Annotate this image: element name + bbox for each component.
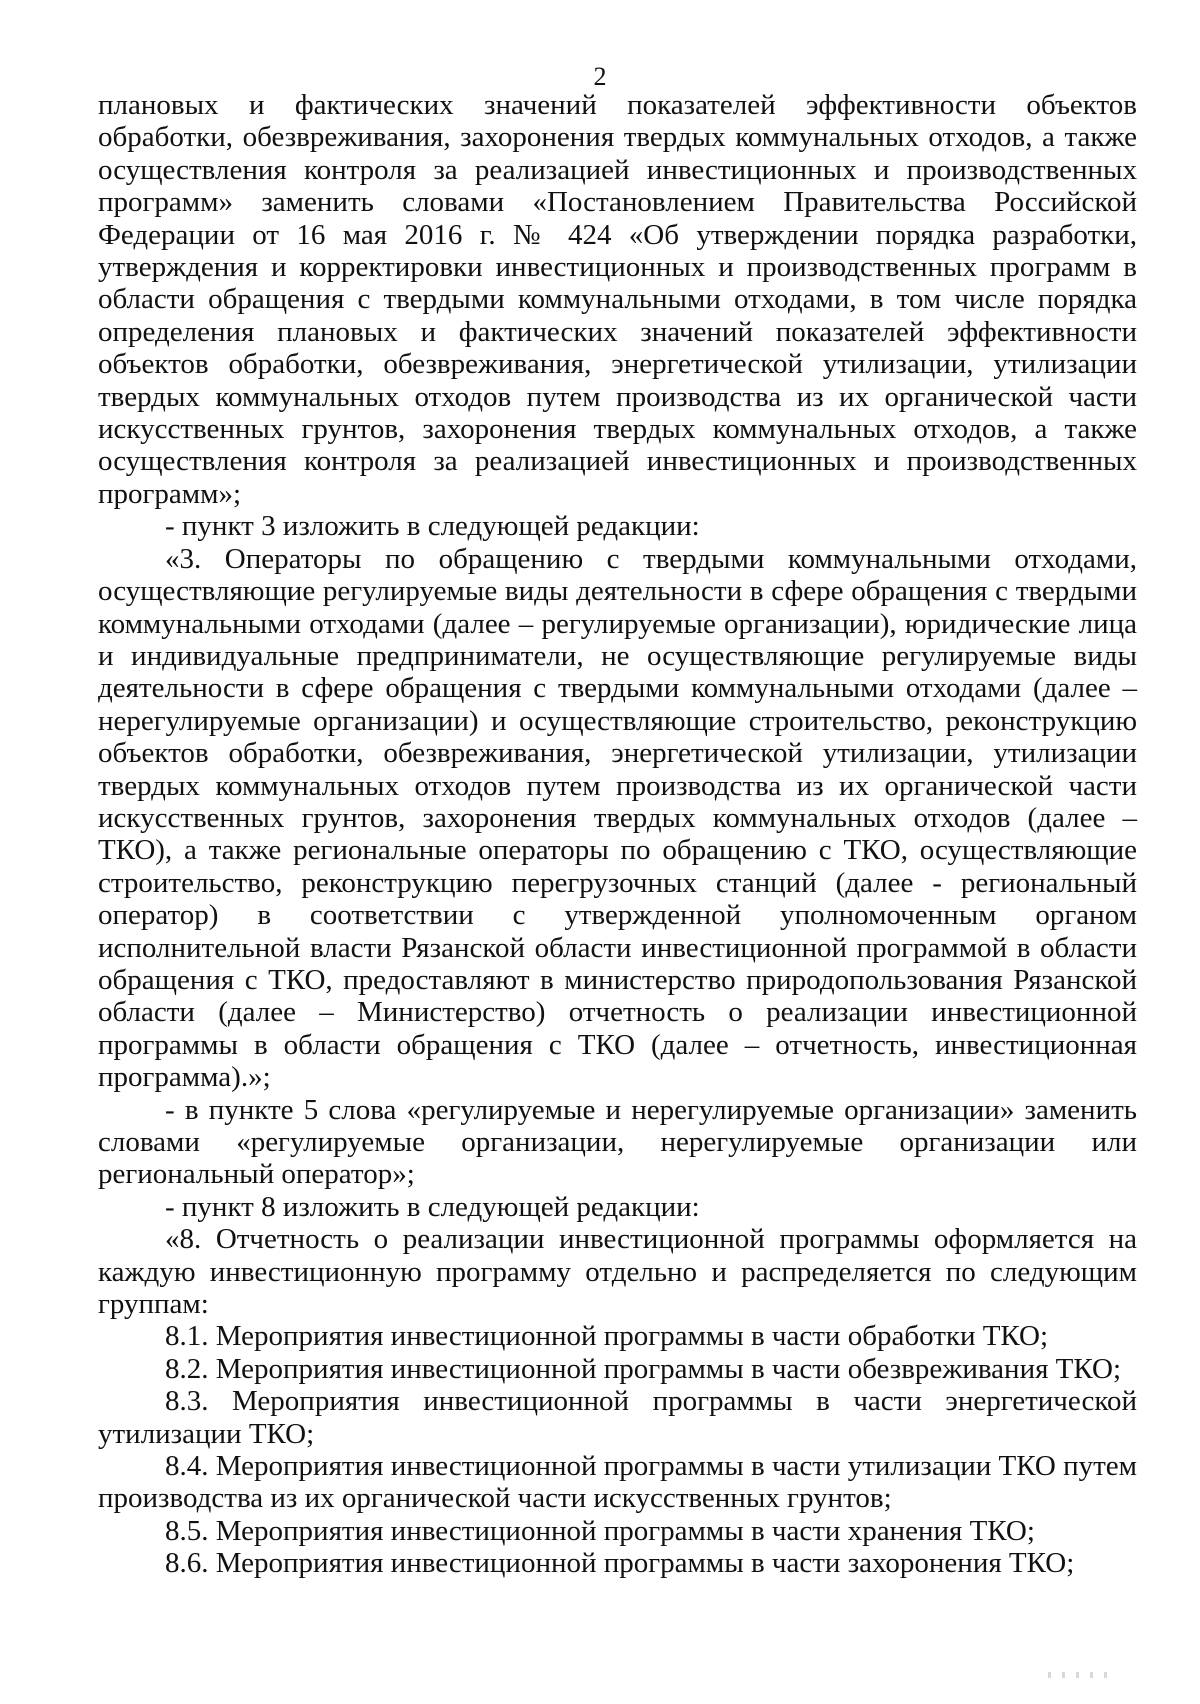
paragraph-item-3-instruction: - пункт 3 изложить в следующей редакции:	[165, 510, 700, 543]
list-item-8-2: 8.2. Мероприятия инвестиционной программы в части обезвреживания ТКО;	[165, 1352, 1122, 1385]
paragraph-item-3-text: «3. Операторы по обращению с твердыми коммунальными отходами, осуществляющие регулируемые виды деятельности в сфере обращения с твердыми коммунальными отходами (далее – регулируемые организации), юридические лица и индивидуальные предприниматели, не осуществляющие регулируемые виды деятельности в сфере обращения с твердыми коммунальными отходами (далее – нерегулируемые организации) и осуществляющие строительство, реконструкцию объектов обработки, обезвреживания, энергетической утилизации, утилизации твердых коммунальных отходов путем производства из их органической части искусственных грунтов, захоронения твердых коммунальных отходов (далее – ТКО), а также региональные операторы по обращению с ТКО, осуществляющие строительство, реконструкцию перегрузочных станций (далее - региональный оператор) в соответствии с утвержденной уполномоченным органом исполнительной власти Рязанской области инвестиционной программой в области обращения с ТКО, предоставляют в министерство природопользования Рязанской области (далее – Министерство) отчетность о реализации инвестиционной программы в области обращения с ТКО (далее – отчетность, инвестиционная программа).»;	[98, 542, 1137, 1094]
list-item-8-5: 8.5. Мероприятия инвестиционной программы в части хранения ТКО;	[165, 1514, 1035, 1547]
paragraph-item-8-text: «8. Отчетность о реализации инвестиционной программы оформляется на каждую инвестиционную программу отдельно и распределяется по следующим группам:	[98, 1223, 1137, 1321]
paragraph-item-8-instruction: - пункт 8 изложить в следующей редакции:	[165, 1190, 700, 1223]
paragraph-continuation: плановых и фактических значений показателей эффективности объектов обработки, обезвреживания, захоронения твердых коммунальных отходов, а также осуществления контроля за реализацией инвестиционных и производственных программ» заменить словами «Постановлением Правительства Российской Федерации от 16 мая 2016 г. № 424 «Об утверждении порядка разработки, утверждения и корректировки инвестиционных и производственных программ в области обращения с твердыми коммунальными отходами, в том числе порядка определения плановых и фактических значений показателей эффективности объектов обработки, обезвреживания, энергетической утилизации, утилизации твердых коммунальных отходов путем производства из их органической части искусственных грунтов, захоронения твердых коммунальных отходов, а также осуществления контроля за реализацией инвестиционных и производственных программ»;	[98, 89, 1137, 510]
document-body	[98, 89, 1137, 1580]
scan-artifact	[1048, 1672, 1110, 1678]
list-item-8-1: 8.1. Мероприятия инвестиционной программы в части обработки ТКО;	[165, 1320, 1049, 1353]
list-item-8-6: 8.6. Мероприятия инвестиционной программы в части захоронения ТКО;	[165, 1547, 1075, 1580]
page-number: 2	[593, 62, 607, 91]
list-item-8-4: 8.4. Мероприятия инвестиционной программы в части утилизации ТКО путем производства из их органической части искусственных грунтов;	[98, 1450, 1137, 1515]
paragraph-item-5-instruction: - в пункте 5 слова «регулируемые и нерегулируемые организации» заменить словами «регулируемые организации, нерегулируемые организации или региональный оператор»;	[98, 1093, 1137, 1191]
list-item-8-3: 8.3. Мероприятия инвестиционной программы в части энергетической утилизации ТКО;	[98, 1385, 1137, 1450]
